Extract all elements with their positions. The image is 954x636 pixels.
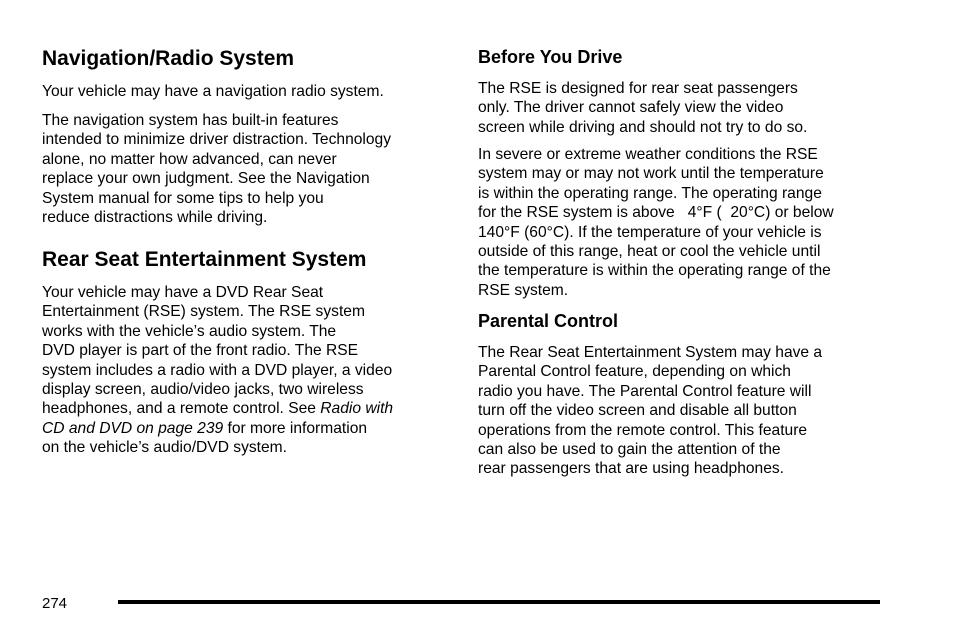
cross-reference-link: Radio with CD and DVD on page 239	[42, 400, 394, 437]
page-number: 274	[42, 595, 68, 612]
rse-text-before: Your vehicle may have a DVD Rear Seat Entertainment (RSE) system. The RSE system works with the vehicle’s audio system. The DVD player is part of the front radio. The RSE system includes a radio with a DVD player, a video display screen, audio/video jacks, two wireless headphones, and a remote control. See	[42, 284, 393, 418]
paragraph-nav-intro: Your vehicle may have a navigation radio system.	[42, 83, 384, 100]
paragraph-temperature-range: In severe or extreme weather conditions the RSE system may or may not work until the temperature is within the operating range. The operating range for the RSE system is above 4°F ( 20°C) or below 140°F (60°C). If the temperature of your vehicle is outside of this range, heat or cool the vehicle until the temperature is within the operating range of the RSE system.	[478, 146, 834, 299]
rse-text-after: for more information on the vehicle’s audio/DVD system.	[42, 419, 368, 457]
footer-divider	[118, 600, 880, 604]
paragraph-parental-control: The Rear Seat Entertainment System may have a Parental Control feature, depending on which radio you have. The Parental Control feature will turn off the video screen and disable all button operations from the remote control. This feature can also be used to gain the attention of the rear passengers that are using headphones.	[478, 344, 823, 478]
subheading-before-you-drive: Before You Drive	[478, 47, 623, 67]
paragraph-rse-description	[42, 283, 393, 458]
subheading-parental-control: Parental Control	[478, 311, 619, 331]
paragraph-nav-details: The navigation system has built-in features intended to minimize driver distraction. Technology alone, no matter how advanced, can never replace your own judgment. See the Navigation System manual for some tips to help you reduce distractions while driving.	[42, 112, 392, 227]
section-heading-navigation-radio: Navigation/Radio System	[42, 47, 295, 70]
section-heading-rear-seat-entertainment: Rear Seat Entertainment System	[42, 248, 367, 271]
paragraph-rse-passengers: The RSE is designed for rear seat passengers only. The driver cannot safely view the video screen while driving and should not try to do so.	[478, 80, 808, 136]
